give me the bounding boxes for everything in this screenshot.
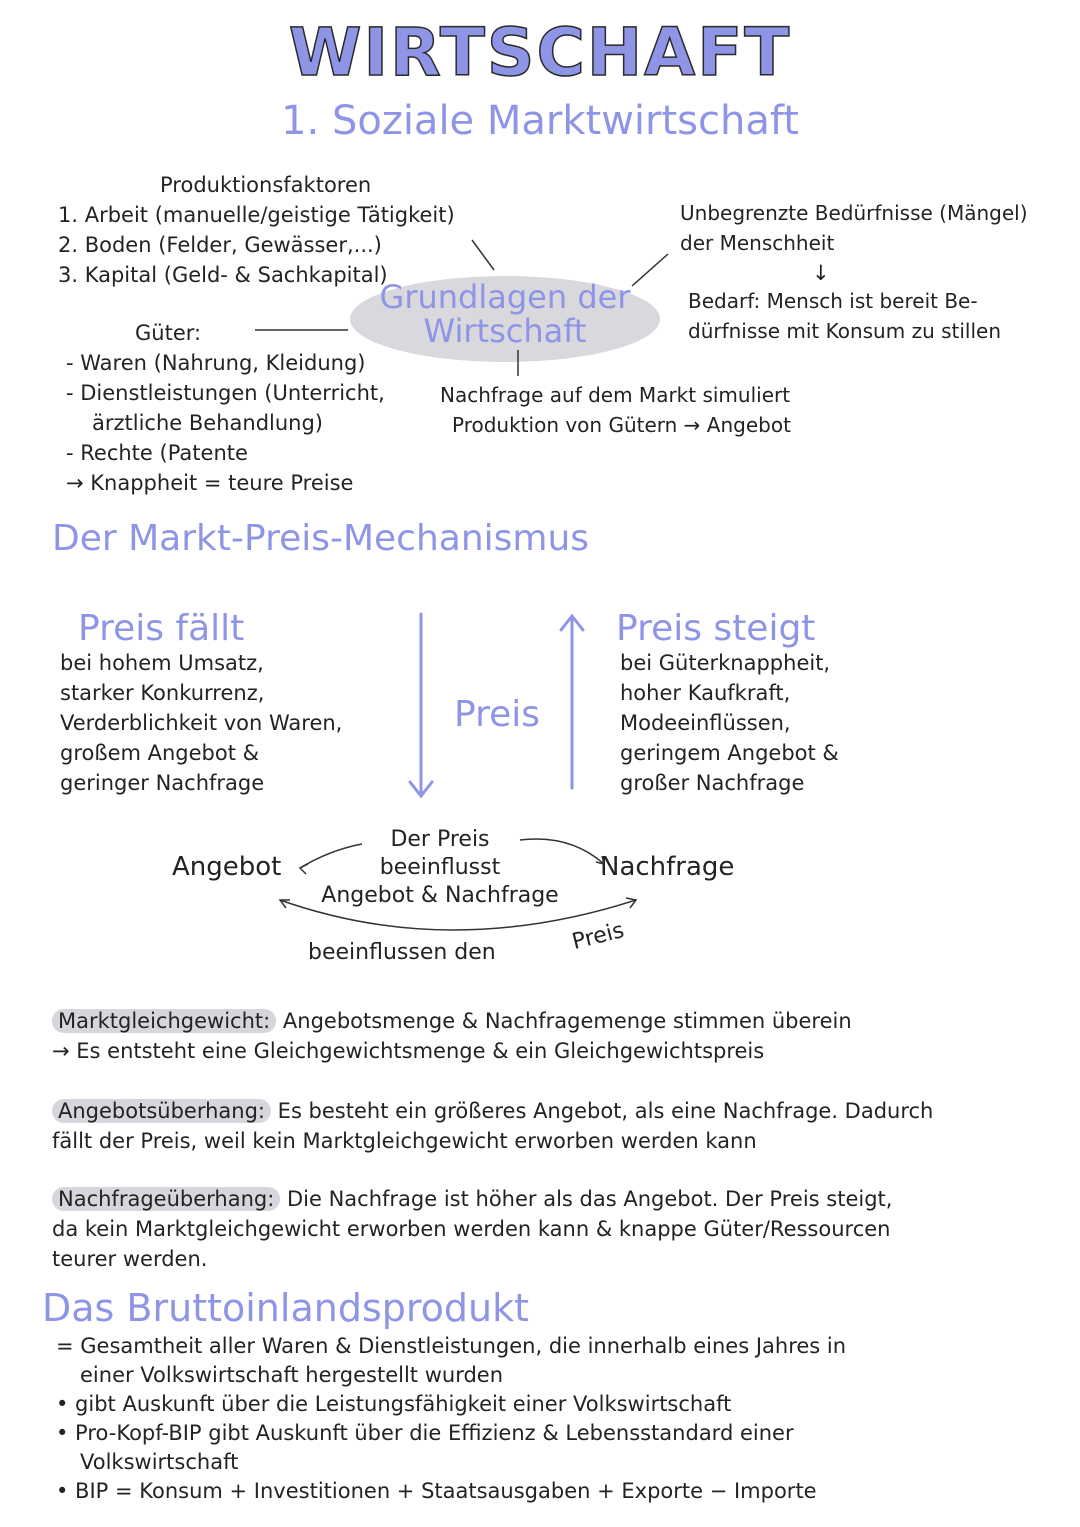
gueter-heading: Güter:: [135, 321, 202, 345]
bip-heading: Das Bruttoinlandsprodukt: [42, 1286, 530, 1330]
preis-faellt-nachfrage: geringer Nachfrage: [60, 771, 265, 795]
gueter-knappheit: → Knappheit = teure Preise: [66, 471, 354, 495]
arrow-up-icon: [561, 616, 583, 788]
connector-beduerfnisse: [632, 254, 668, 286]
produktionsfaktor-kapital: 3. Kapital (Geld- & Sachkapital): [58, 263, 388, 287]
produktionsfaktoren-heading: Produktionsfaktoren: [160, 173, 372, 197]
bip-formula: • BIP = Konsum + Investitionen + Staatsausgaben + Exporte − Importe: [56, 1479, 817, 1503]
grundlagen-label-line2: Wirtschaft: [423, 312, 587, 350]
gueter-rechte: - Rechte (Patente: [66, 441, 248, 465]
mindmap-connector-lines: [0, 0, 1080, 560]
grundlagen-label-line1: Grundlagen der: [379, 278, 631, 316]
bip-definition-line1: = Gesamtheit aller Waren & Dienstleistungen, die innerhalb eines Jahres in: [56, 1334, 847, 1358]
marktgleichgewicht-line2: → Es entsteht eine Gleichgewichtsmenge & ein Gleichgewichtspreis: [52, 1039, 765, 1063]
arrow-to-angebot-icon: [300, 844, 362, 868]
cycle-top-line1: Der Preis: [390, 827, 490, 852]
preis-steigt-heading: Preis steigt: [616, 608, 816, 649]
preis-center-label: Preis: [454, 694, 540, 735]
nachfrage-simuliert-line1: Nachfrage auf dem Markt simuliert: [440, 383, 791, 407]
mechanismus-heading: Der Markt-Preis-Mechanismus: [52, 518, 590, 559]
term-angebotsueberhang: Angebotsüberhang:: [52, 1099, 271, 1123]
produktionsfaktor-arbeit: 1. Arbeit (manuelle/geistige Tätigkeit): [58, 203, 455, 227]
nachfrage-simuliert-line2: Produktion von Gütern → Angebot: [452, 413, 791, 437]
connector-produktionsfaktoren: [472, 240, 494, 270]
cycle-bottom-arc: [280, 900, 636, 930]
definition-marktgleichgewicht: [52, 1006, 1042, 1066]
preis-faellt-angebot: großem Angebot &: [60, 741, 260, 765]
term-nachfrageueberhang: Nachfrageüberhang:: [52, 1187, 280, 1211]
produktionsfaktor-boden: 2. Boden (Felder, Gewässer,...): [58, 233, 382, 257]
gueter-dienstleistungen: - Dienstleistungen (Unterricht,: [66, 381, 385, 405]
preis-steigt-gueterknappheit: bei Güterknappheit,: [620, 651, 831, 675]
arrow-down-icon: [410, 614, 432, 796]
down-arrow-icon: ↓: [812, 261, 830, 285]
beduerfnisse-line1: Unbegrenzte Bedürfnisse (Mängel): [680, 201, 1028, 225]
gueter-dienstleistungen-detail: ärztliche Behandlung): [92, 411, 323, 435]
beduerfnisse-line2: der Menschheit: [680, 231, 835, 255]
bedarf-line1: Bedarf: Mensch ist bereit Be-: [688, 289, 978, 313]
cycle-angebot-label: Angebot: [172, 852, 282, 882]
page-title: WIRTSCHAFT: [288, 14, 792, 91]
cycle-nachfrage-label: Nachfrage: [600, 852, 735, 882]
nachfrageueberhang-line1: Die Nachfrage ist höher als das Angebot. Der Preis steigt,: [280, 1187, 893, 1211]
angebotsueberhang-line1: Es besteht ein größeres Angebot, als eine Nachfrage. Dadurch: [271, 1099, 934, 1123]
bip-definition-line2: einer Volkswirtschaft hergestellt wurden: [80, 1363, 504, 1387]
angebotsueberhang-line2: fällt der Preis, weil kein Marktgleichgewicht erworben werden kann: [52, 1129, 757, 1153]
marktgleichgewicht-line1: Angebotsmenge & Nachfragemenge stimmen überein: [276, 1009, 852, 1033]
preis-steigt-kaufkraft: hoher Kaufkraft,: [620, 681, 791, 705]
preis-faellt-umsatz: bei hohem Umsatz,: [60, 651, 264, 675]
preis-steigt-nachfrage: großer Nachfrage: [620, 771, 805, 795]
arrow-to-nachfrage-icon: [520, 839, 604, 864]
term-marktgleichgewicht: Marktgleichgewicht:: [52, 1009, 276, 1033]
cycle-arrows: [0, 820, 1080, 960]
bip-point-leistungsfaehigkeit: • gibt Auskunft über die Leistungsfähigkeit einer Volkswirtschaft: [56, 1392, 732, 1416]
preis-steigt-angebot: geringem Angebot &: [620, 741, 839, 765]
preis-faellt-konkurrenz: starker Konkurrenz,: [60, 681, 265, 705]
gueter-waren: - Waren (Nahrung, Kleidung): [66, 351, 366, 375]
cycle-bottom-line2: Preis: [569, 918, 627, 956]
nachfrageueberhang-line3: teurer werden.: [52, 1247, 208, 1271]
cycle-bottom-line1: beeinflussen den: [308, 940, 496, 965]
preis-steigt-mode: Modeeinflüssen,: [620, 711, 791, 735]
bip-content: [56, 1332, 1046, 1506]
bip-point-pro-kopf-cont: Volkswirtschaft: [80, 1450, 239, 1474]
cycle-top-line3: Angebot & Nachfrage: [321, 883, 559, 908]
definition-angebotsueberhang: [52, 1096, 1042, 1156]
cycle-top-line2: beeinflusst: [379, 855, 501, 880]
preis-faellt-verderblichkeit: Verderblichkeit von Waren,: [60, 711, 343, 735]
nachfrageueberhang-line2: da kein Marktgleichgewicht erworben werden kann & knappe Güter/Ressourcen: [52, 1217, 891, 1241]
page-subtitle: 1. Soziale Marktwirtschaft: [281, 98, 799, 144]
bedarf-line2: dürfnisse mit Konsum zu stillen: [688, 319, 1002, 343]
preis-faellt-heading: Preis fällt: [78, 608, 245, 649]
definition-nachfrageueberhang: [52, 1184, 1042, 1274]
bip-point-pro-kopf: • Pro-Kopf-BIP gibt Auskunft über die Effizienz & Lebensstandard einer: [56, 1421, 794, 1445]
